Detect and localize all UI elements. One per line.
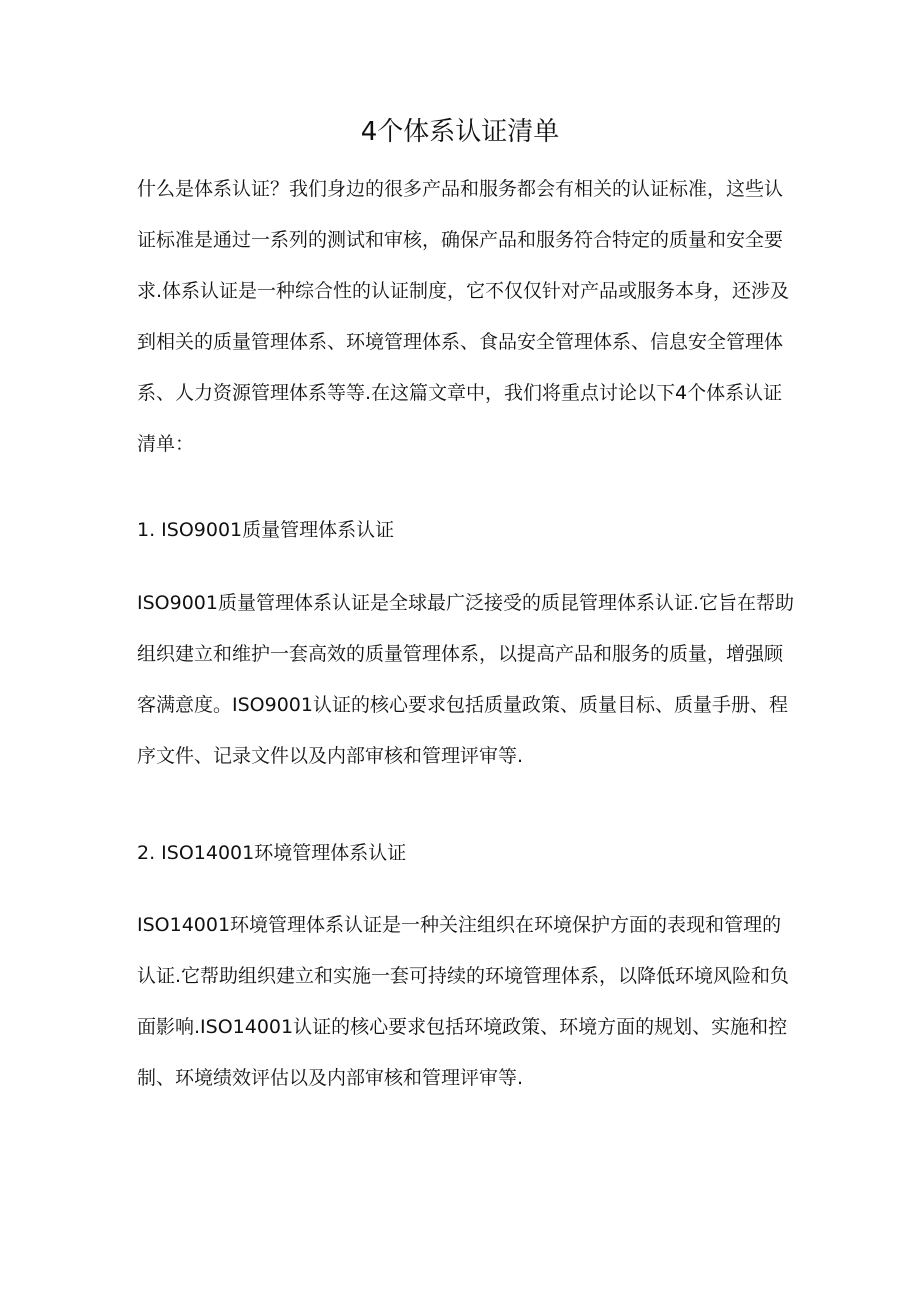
intro-paragraph: 什么是体系认证？我们身边的很多产品和服务都会有相关的认证标准，这些认证标准是通过一系列的测试和审核，确保产品和服务符合特定的质量和安全要求.体系认证是一种综合性的认证制度，它不仅仅针对产品或服务本身，还涉及到相关的质量管理体系、环境管理体系、食品安全管理体系、信息安全管理体系、人力资源管理体系等等.在这篇文章中，我们将重点讨论以下4个体系认证清单： xyxy=(137,178,790,455)
section-body-iso14001: ISO14001环境管理体系认证是一种关注组织在环境保护方面的表现和管理的认证.它帮助组织建立和实施一套可持续的环境管理体系，以降低环境风险和负面影响.ISO14001认证的核心要求包括环境政策、环境方面的规划、实施和控制、环境绩效评估以及内部审核和管理评审等. xyxy=(137,914,790,1089)
section-heading-iso14001: 2. ISO14001环境管理体系认证 xyxy=(137,842,407,864)
section-heading-iso9001: 1. ISO9001质量管理体系认证 xyxy=(137,519,395,541)
document-title: 4个体系认证清单 xyxy=(360,117,560,147)
section-body-iso9001: ISO9001质量管理体系认证是全球最广泛接受的质昆管理体系认证.它旨在帮助组织建立和维护一套高效的质量管理体系，以提高产品和服务的质量，增强顾客满意度。ISO9001认证的核心要求包括质量政策、质量目标、质量手册、程序文件、记录文件以及内部审核和管理评审等. xyxy=(137,592,795,767)
